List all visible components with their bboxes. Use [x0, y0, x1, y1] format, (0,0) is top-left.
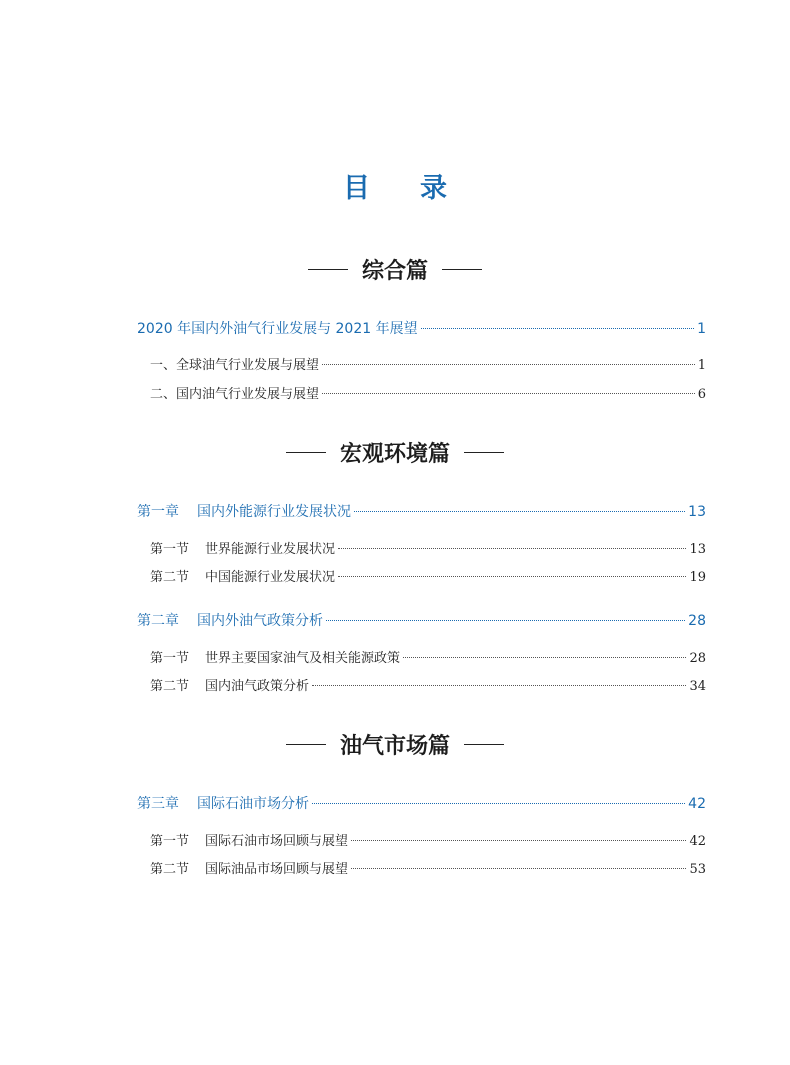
- heading-rule-right: [464, 744, 504, 745]
- page-number: 28: [688, 613, 706, 629]
- page-number: 1: [697, 358, 706, 373]
- toc-chapter-entry[interactable]: [137, 610, 706, 630]
- page-number: 28: [689, 651, 706, 666]
- part-heading: [0, 729, 790, 760]
- section-label: 第一节: [150, 542, 190, 557]
- page-number: 6: [697, 387, 706, 402]
- heading-rule-left: [286, 744, 326, 745]
- page-number: 13: [688, 504, 706, 520]
- dot-leader: [351, 868, 686, 869]
- toc-section-entry[interactable]: [150, 675, 706, 694]
- dot-leader: [403, 657, 686, 658]
- dot-leader: [338, 548, 686, 549]
- toc-section-entry[interactable]: [150, 354, 706, 373]
- heading-rule-right: [442, 269, 482, 270]
- dot-leader: [326, 620, 685, 621]
- dot-leader: [322, 393, 695, 394]
- toc-section-entry[interactable]: [150, 830, 706, 849]
- toc-chapter-entry[interactable]: [137, 793, 706, 813]
- section-title: 世界能源行业发展状况: [205, 542, 336, 557]
- page-number: 42: [688, 796, 706, 812]
- heading-rule-right: [464, 452, 504, 453]
- part-title: 油气市场篇: [339, 733, 450, 759]
- chapter-title: 国内外能源行业发展状况: [197, 504, 351, 520]
- part-heading: [0, 254, 790, 285]
- dot-leader: [351, 840, 686, 841]
- section-title: 国内油气政策分析: [205, 679, 310, 694]
- section-label: 第一节: [150, 834, 190, 849]
- toc-section-entry[interactable]: [150, 566, 706, 585]
- page-number: 19: [689, 570, 706, 585]
- page-number: 1: [697, 321, 706, 337]
- heading-rule-left: [308, 269, 348, 270]
- chapter-title: 国内外油气政策分析: [197, 613, 323, 629]
- page-title: 目录: [343, 173, 497, 204]
- chapter-label: 第二章: [137, 613, 179, 629]
- heading-rule-left: [286, 452, 326, 453]
- chapter-title: 2020 年国内外油气行业发展与 2021 年展望: [137, 321, 418, 337]
- section-label: 第二节: [150, 679, 190, 694]
- dot-leader: [338, 576, 686, 577]
- dot-leader: [421, 328, 694, 329]
- section-label: 第一节: [150, 651, 190, 666]
- section-label: 第二节: [150, 862, 190, 877]
- page-number: 13: [689, 542, 706, 557]
- toc-chapter-entry[interactable]: [137, 501, 706, 521]
- chapter-label: 第一章: [137, 504, 179, 520]
- dot-leader: [312, 685, 686, 686]
- toc-section-entry[interactable]: [150, 383, 706, 402]
- dot-leader: [354, 511, 685, 512]
- dot-leader: [312, 803, 685, 804]
- section-title: 国际油品市场回顾与展望: [205, 862, 349, 877]
- toc-section-entry[interactable]: [150, 858, 706, 877]
- page-number: 42: [689, 834, 706, 849]
- section-title: 国际石油市场回顾与展望: [205, 834, 349, 849]
- section-title: 中国能源行业发展状况: [205, 570, 336, 585]
- page-number: 34: [689, 679, 706, 694]
- section-title: 一、全球油气行业发展与展望: [150, 358, 320, 373]
- toc-section-entry[interactable]: [150, 647, 706, 666]
- section-title: 世界主要国家油气及相关能源政策: [205, 651, 401, 666]
- part-title: 宏观环境篇: [339, 441, 450, 467]
- chapter-title: 国际石油市场分析: [197, 796, 309, 812]
- toc-chapter-entry[interactable]: [137, 318, 706, 338]
- part-title: 综合篇: [361, 258, 428, 284]
- part-heading: [0, 437, 790, 468]
- page-number: 53: [689, 862, 706, 877]
- chapter-label: 第三章: [137, 796, 179, 812]
- dot-leader: [322, 364, 695, 365]
- section-title: 二、国内油气行业发展与展望: [150, 387, 320, 402]
- toc-section-entry[interactable]: [150, 538, 706, 557]
- section-label: 第二节: [150, 570, 190, 585]
